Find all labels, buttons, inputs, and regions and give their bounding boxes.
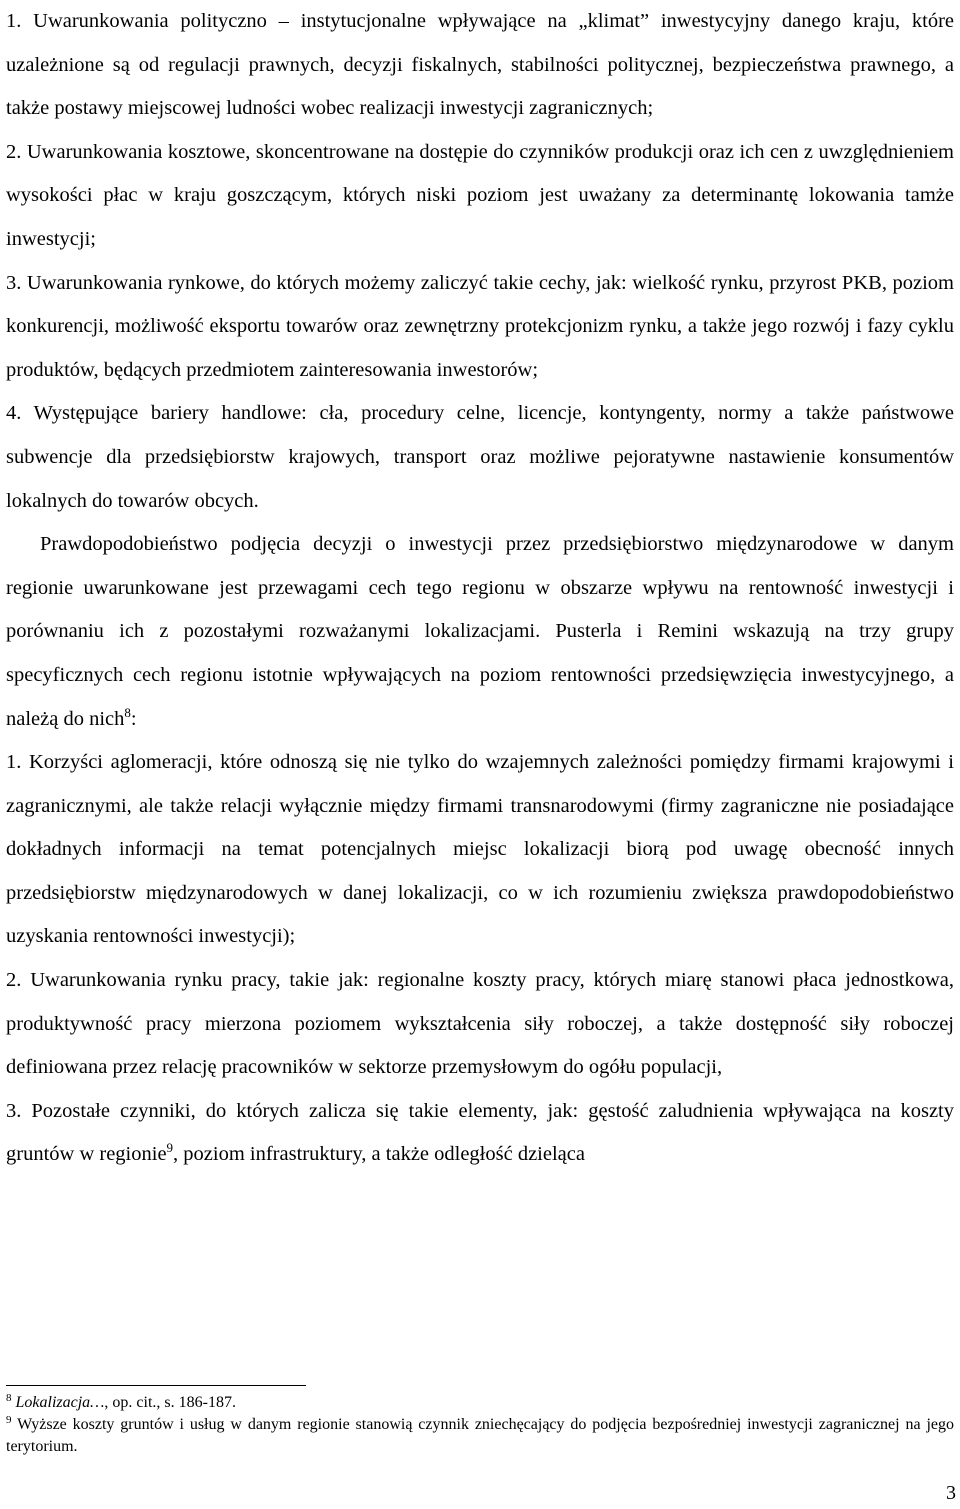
footnote-ref-9[interactable]: 9 (166, 1140, 174, 1156)
list2-item-1: 1. Korzyści aglomeracji, które odnoszą się nie tylko do wzajemnych zależności pomiędzy firmami krajowymi i zagranicznymi, ale także relacji wyłącznie między firmami transnarodowymi (firmy zagraniczne nie posiadające dokładnych informacji na temat potencjalnych miejsc lokalizacji biorą pod uwagę obecność innych przedsiębiorstw międzynarodowych w danej lokalizacji, co w ich rozumieniu zwiększa prawdopodobieństwo uzyskania rentowności inwestycji); (6, 751, 954, 948)
list2-item-3-text: 3. Pozostałe czynniki, do których zalicza się takie elementy, jak: gęstość zaludnienia wpływająca na koszty gruntów w regionie (6, 1099, 954, 1166)
footnote-separator (6, 1385, 306, 1386)
list2-item-3-tail: , poziom infrastruktury, a także odległość dzieląca (173, 1143, 585, 1166)
paragraph-trailing: : (130, 707, 137, 730)
list1-item-1: 1. Uwarunkowania polityczno – instytucjonalne wpływające na „klimat” inwestycyjny danego kraju, które uzależnione są od regulacji prawnych, decyzji fiskalnych, stabilności politycznej, bezpieczeństwa prawnego, a także postawy miejscowej ludności wobec realizacji inwestycji zagranicznych; (6, 10, 954, 120)
footnote-8 (6, 1392, 954, 1414)
footnote-8-number: 8 (6, 1392, 12, 1404)
footnote-9-text: Wyższe koszty gruntów i usług w danym regionie stanowią czynnik zniechęcający do podjęcia bezpośredniej inwestycji zagranicznej na jego terytorium. (6, 1416, 954, 1455)
footnote-8-title: Lokalizacja… (15, 1394, 105, 1411)
footnote-8-citation: , op. cit., s. 186-187. (104, 1394, 236, 1411)
footnote-9 (6, 1414, 954, 1458)
list1-item-2: 2. Uwarunkowania kosztowe, skoncentrowane na dostępie do czynników produkcji oraz ich cen z uwzględnieniem wysokości płac w kraju goszczącym, których niski poziom jest uważany za determinantę lokowania tamże inwestycji; (6, 140, 954, 250)
list1-item-3: 3. Uwarunkowania rynkowe, do których możemy zaliczyć takie cechy, jak: wielkość rynku, przyrost PKB, poziom konkurencji, możliwość eksportu towarów oraz zewnętrzny protekcjonizm rynku, a także jego rozwój i fazy cyklu produktów, będących przedmiotem zainteresowania inwestorów; (6, 271, 954, 381)
main-text (6, 0, 954, 1177)
footnote-9-number: 9 (6, 1414, 12, 1426)
page-number: 3 (946, 1482, 956, 1504)
footnote-ref-8[interactable]: 8 (124, 704, 131, 720)
body-paragraph (6, 523, 954, 741)
paragraph-text: Prawdopodobieństwo podjęcia decyzji o inwestycji przez przedsiębiorstwo międzynarodowe w danym regionie uwarunkowane jest przewagami cech tego regionu w obszarze wpływu na rentowność inwestycji i porównaniu ich z pozostałymi rozważanymi lokalizacjami. Pusterla i Remini wskazują na trzy grupy specyficznych cech regionu istotnie wpływających na poziom rentowności przedsięwzięcia inwestycyjnego, a należą do nich (6, 533, 954, 730)
list2-item-3 (6, 1090, 954, 1177)
list2-item-2: 2. Uwarunkowania rynku pracy, takie jak: regionalne koszty pracy, których miarę stanowi płaca jednostkowa, produktywność pracy mierzona poziomem wykształcenia siły roboczej, a także dostępność siły roboczej definiowana przez relację pracowników w sektorze przemysłowym do ogółu populacji, (6, 969, 954, 1079)
footnotes (6, 1392, 954, 1458)
list1-item-4: 4. Występujące bariery handlowe: cła, procedury celne, licencje, kontyngenty, normy a także państwowe subwencje dla przedsiębiorstw krajowych, transport oraz możliwe pejoratywne nastawienie konsumentów lokalnych do towarów obcych. (6, 402, 954, 512)
